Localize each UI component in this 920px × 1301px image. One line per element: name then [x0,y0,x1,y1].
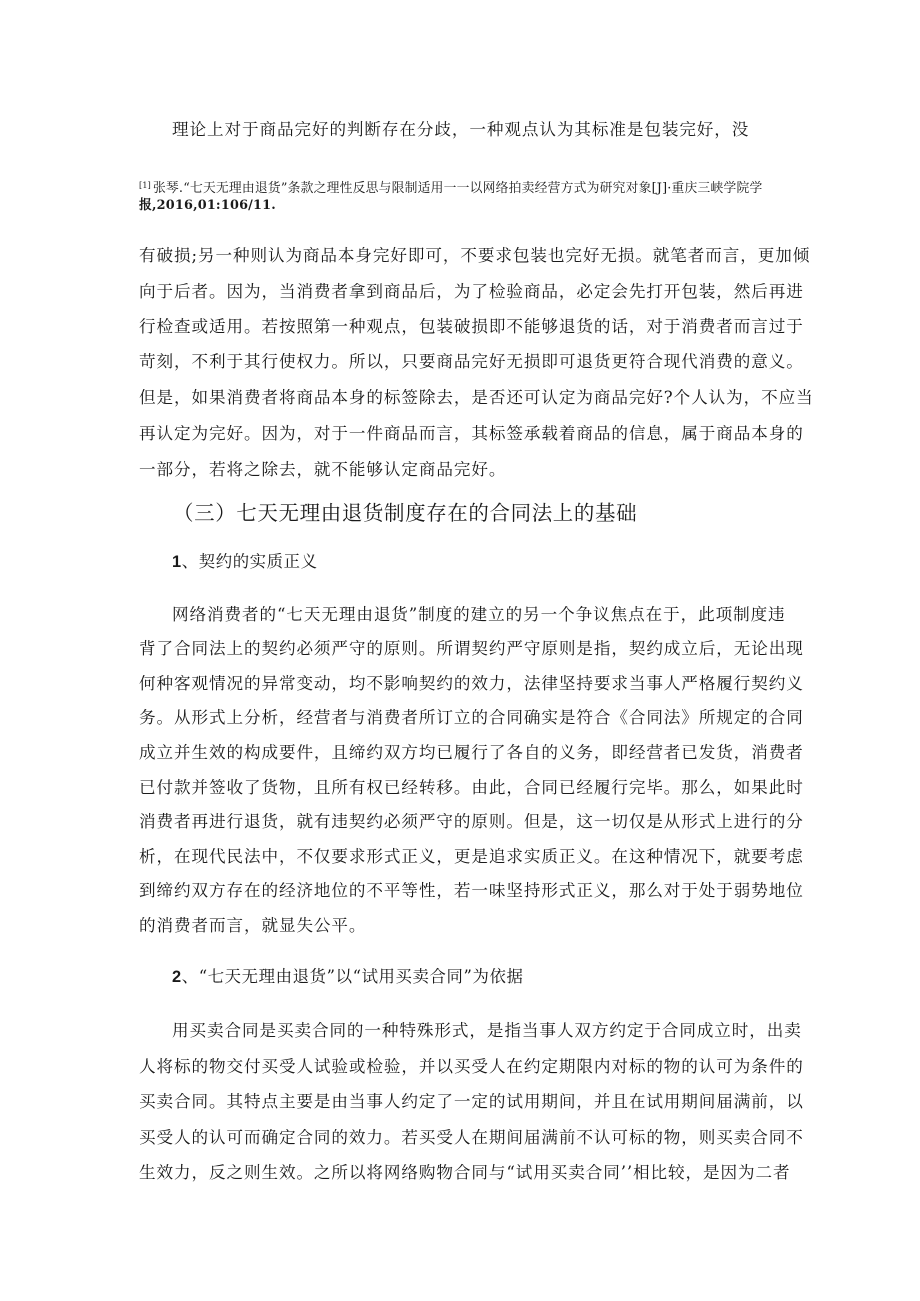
paragraph-2-line: 到缔约双方存在的经济地位的不平等性，若一味坚持形式正义，那么对于处于弱势地位 [139,881,804,900]
paragraph-2-line: 的消费者而言，就显失公平。 [139,916,367,935]
paragraph-1-line: 再认定为完好。因为，对于一件商品而言，其标签承载着商品的信息，属于商品本身的 [139,424,804,443]
subheading-2-number: 2 [172,968,182,986]
paragraph-1-line: 向于后者。因为，当消费者拿到商品后，为了检验商品，必定会先打开包装，然后再进 [139,282,804,301]
paragraph-2-line: 背了合同法上的契约必须严守的原则。所谓契约严守原则是指，契约成立后，无论出现 [139,639,804,658]
paragraph-2-line: 何种客观情况的异常变动，均不影响契约的效力，法律坚持要求当事人严格履行契约义 [139,674,804,693]
paragraph-2-line: 成立并生效的构成要件，且缔约双方均已履行了各自的义务，即经营者已发货，消费者 [139,743,804,762]
subheading-1-text: 、契约的实质正义 [181,552,318,571]
paragraph-2-line: 务。从形式上分析，经营者与消费者所订立的合同确实是符合《合同法》所规定的合同 [139,708,804,727]
subheading-2-text: 、“七天无理由退货”以“试用买卖合同”为依据 [181,967,524,986]
paragraph-1-line: 苛刻，不利于其行使权力。所以，只要商品完好无损即可退货更符合现代消费的意义。 [139,352,804,371]
paragraph-2-line: 网络消费者的“七天无理由退货”制度的建立的另一个争议焦点在于，此项制度违 [172,605,786,624]
paragraph-1-line: 有破损;另一种则认为商品本身完好即可，不要求包装也完好无损。就笔者而言，更加倾 [139,246,811,265]
footnote-line-2: 报,2016,01:106/11. [139,198,276,213]
paragraph-3-line: 买受人的认可而确定合同的效力。若买受人在期间届满前不认可标的物，则买卖合同不 [139,1128,804,1147]
footnote-text-1: 张琴.“七天无理由退货”条款之理性反思与限制适用一一以网络拍卖经营方式为研究对象[J]·重庆三峡学院学 [152,181,763,196]
paragraph-1-line: 一部分，若将之除去，就不能够认定商品完好。 [139,460,507,479]
footnote-marker: [1] [139,181,151,190]
subheading-1 [172,548,318,572]
subheading-2 [172,963,523,987]
paragraph-2-line: 消费者再进行退货，就有违契约必须严守的原则。但是，这一切仅是从形式上进行的分 [139,812,804,831]
paragraph-3-line: 买卖合同。其特点主要是由当事人约定了一定的试用期间，并且在试用期间届满前，以 [139,1092,804,1111]
paragraph-3-line: 用买卖合同是买卖合同的一种特殊形式，是指当事人双方约定于合同成立时，出卖 [172,1021,802,1040]
paragraph-3-line: 人将标的物交付买受人试验或检验，并以买受人在约定期限内对标的物的认可为条件的 [139,1057,804,1076]
section-heading: （三）七天无理由退货制度存在的合同法上的基础 [173,501,638,525]
paragraph-1-line: 行检查或适用。若按照第一种观点，包装破损即不能够退货的话，对于消费者而言过于 [139,317,804,336]
paragraph-1-line: 但是，如果消费者将商品本身的标签除去，是否还可认定为商品完好?个人认为，不应当 [139,388,814,407]
paragraph-2-line: 析，在现代民法中，不仅要求形式正义，更是追求实质正义。在这种情况下，就要考虑 [139,847,804,866]
paragraph-3-line: 生效力，反之则生效。之所以将网络购物合同与“试用买卖合同’’相比较，是因为二者 [139,1163,791,1182]
paragraph-2-line: 已付款并签收了货物，且所有权已经转移。由此，合同已经履行完毕。那么，如果此时 [139,778,804,797]
subheading-1-number: 1 [172,553,182,571]
intro-line: 理论上对于商品完好的判断存在分歧，一种观点认为其标准是包装完好，没 [172,120,750,139]
